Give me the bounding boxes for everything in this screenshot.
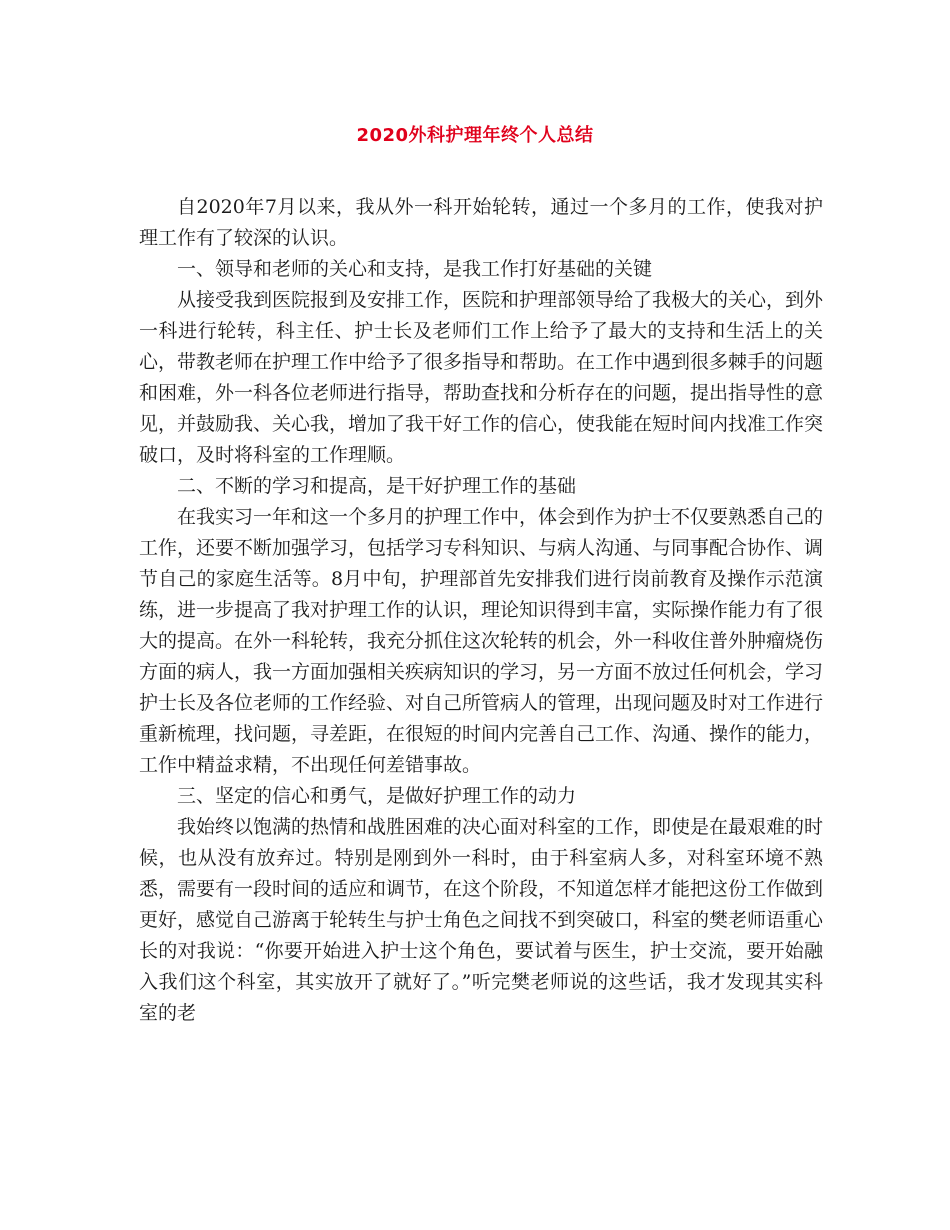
section-heading-2: 二、不断的学习和提高，是干好护理工作的基础 [177,475,577,497]
document-body [139,192,823,1029]
section-heading-1: 一、领导和老师的关心和支持，是我工作打好基础的关键 [177,258,653,280]
paragraph-section-3: 我始终以饱满的热情和战胜困难的决心面对科室的工作，即使是在最艰难的时候，也从没有放弃过。特别是刚到外一科时，由于科室病人多，对科室环境不熟悉，需要有一段时间的适应和调节，在这个阶段，不知道怎样才能把这份工作做到更好，感觉自己游离于轮转生与护士角色之间找不到突破口，科室的樊老师语重心长的对我说：“你要开始进入护士这个角色，要试着与医生，护士交流，要开始融入我们这个科室，其实放开了就好了。”听完樊老师说的这些话，我才发现其实科室的老 [139,816,824,1024]
paragraph-section-1: 从接受我到医院报到及安排工作，医院和护理部领导给了我极大的关心，到外一科进行轮转，科主任、护士长及老师们工作上给予了最大的支持和生活上的关心，带教老师在护理工作中给予了很多指导和帮助。在工作中遇到很多棘手的问题和困难，外一科各位老师进行指导，帮助查找和分析存在的问题，提出指导性的意见，并鼓励我、关心我，增加了我干好工作的信心，使我能在短时间内找准工作突破口，及时将科室的工作理顺。 [139,289,824,466]
paragraph-intro: 自2020年7月以来，我从外一科开始轮转，通过一个多月的工作，使我对护理工作有了较深的认识。 [139,196,823,249]
paragraph-section-2: 在我实习一年和这一个多月的护理工作中，体会到作为护士不仅要熟悉自己的工作，还要不断加强学习，包括学习专科知识、与病人沟通、与同事配合协作、调节自己的家庭生活等。8月中旬，护理部首先安排我们进行岗前教育及操作示范演练，进一步提高了我对护理工作的认识，理论知识得到丰富，实际操作能力有了很大的提高。在外一科轮转，我充分抓住这次轮转的机会，外一科收住普外肿瘤烧伤方面的病人，我一方面加强相关疾病知识的学习，另一方面不放过任何机会，学习护士长及各位老师的工作经验、对自己所管病人的管理，出现问题及时对工作进行重新梳理，找问题，寻差距，在很短的时间内完善自己工作、沟通、操作的能力，工作中精益求精，不出现任何差错事故。 [139,506,824,776]
document-title: 2020外科护理年终个人总结 [356,125,594,146]
section-heading-3: 三、坚定的信心和勇气，是做好护理工作的动力 [177,785,577,807]
